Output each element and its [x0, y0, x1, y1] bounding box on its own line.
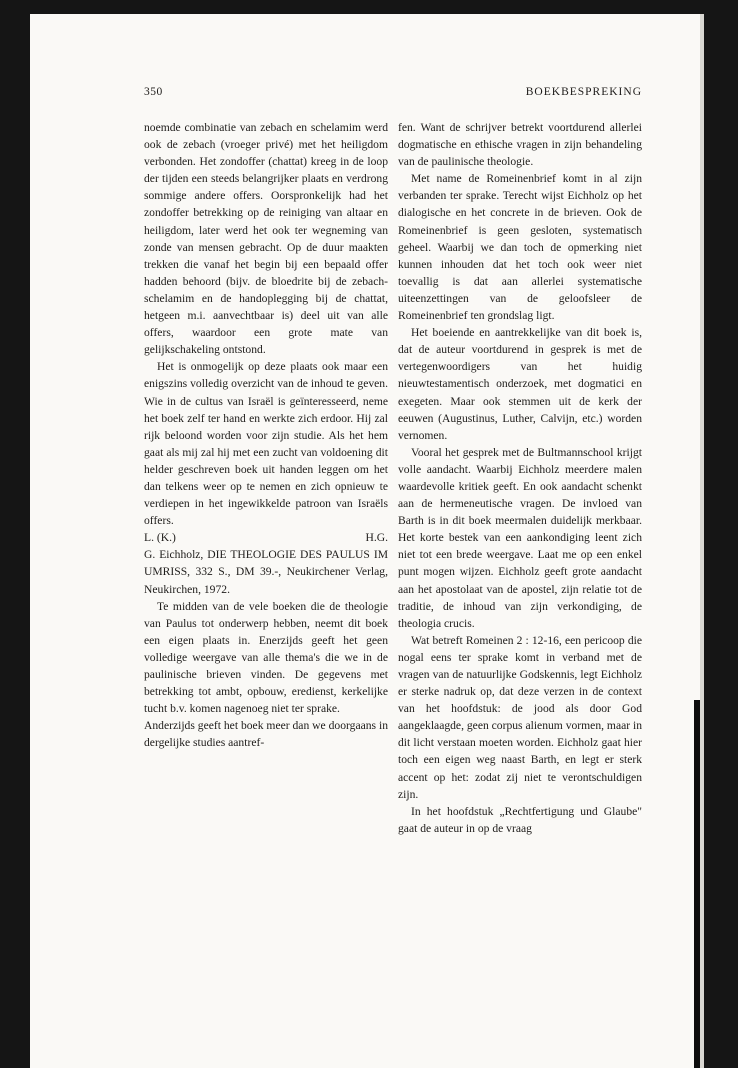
- signature-initials-right: H.G.: [365, 531, 388, 545]
- paragraph: noemde combinatie van zebach en schelamim werd ook de zebach (vroeger privé) met het heiligdom verbonden. Het zondoffer (chattat) kreeg in de loop der tijden een steeds belangrijker plaats en verdrong sommige andere offers. Oorspronkelijk had het zondoffer betrekking op de reiniging van altaar en heiligdom, later werd het ook ter wegneming van zonde van mensen gebracht. Op de duur maakten trekken die vanaf het begin bij een bepaald offer hadden behoord (bijv. de bloedrite bij de zebach-schelamim en de handoplegging bij de chattat, hetgeen m.i. aanvechtbaar is) deel uit van alle offers, waardoor een grote mate van gelijkschakeling ontstond.: [144, 121, 388, 357]
- review-signature: [144, 529, 388, 546]
- paragraph: fen. Want de schrijver betrekt voortdurend allerlei dogmatische en ethische vragen in zijn behandeling van de paulinische theologie.: [398, 121, 642, 169]
- right-column: [398, 119, 642, 837]
- left-column: [144, 119, 388, 751]
- paragraph: Te midden van de vele boeken die de theologie van Paulus tot onderwerp hebben, neemt dit boek een eigen plaats in. Enerzijds geeft het geen volledige weergave van alle thema's die we in de paulinische brieven vinden. De gegevens met betrekking tot ambt, opbouw, eredienst, kerkelijke tucht b.v. komen nagenoeg niet ter sprake.: [144, 599, 388, 716]
- scan-border-right: [704, 0, 738, 1068]
- paragraph: Vooral het gesprek met de Bultmannschool krijgt volle aandacht. Waarbij Eichholz meerdere malen waardevolle kritiek geeft. En ook aandacht schenkt aan de hermeneutische vragen. De invloed van Barth is in dit boek meermalen duidelijk merkbaar. Het korte bestek van een aankondiging leent zich niet tot een brede weergave. Laat me op een enkel punt mogen wijzen. Eichholz geeft grote aandacht aan het apostolaat van de apostel, zijn relatie tot de traditie, de inhoud van zijn verkondiging, de theologia crucis.: [398, 445, 642, 630]
- section-title: BOEKBESPREKING: [525, 86, 642, 98]
- paragraph: Anderzijds geeft het boek meer dan we doorgaans in dergelijke studies aantref-: [144, 719, 388, 750]
- scan-border-left: [0, 0, 30, 1068]
- paragraph: Het is onmogelijk op deze plaats ook maar een enigszins volledig overzicht van de inhoud te geven. Wie in de cultus van Israël is geïnteresseerd, neme het boek zelf ter hand en werkte zich erdoor. Hij zal rijk beloond worden voor zijn studie. Als het hem gaat als mij zal hij met een zucht van voldoening dit helder geschreven boek uit handen leggen om het dan telkens weer op te nemen en zich opnieuw te verdiepen in het ingewikkelde patroon van Israëls offers.: [144, 360, 388, 528]
- signature-initials-left: L. (K.): [144, 531, 176, 545]
- page-edge-shadow: [694, 700, 700, 1068]
- scan-border-top: [0, 0, 738, 14]
- paragraph: Met name de Romeinenbrief komt in al zijn verbanden ter sprake. Terecht wijst Eichholz op het dialogische en het concrete in de brieven. Ook de Romeinenbrief is geen gesloten, systematisch geheel. Waarbij we dan toch de opmerking niet kunnen inhouden dat het toch ook weer niet toevallig is dat aan allerlei systematische uiteenzettingen van de geloofsleer de Romeinenbrief ten grondslag ligt.: [398, 172, 642, 323]
- paragraph: Wat betreft Romeinen 2 : 12-16, een pericoop die nogal eens ter sprake komt in verband met de vragen van de natuurlijke Godskennis, legt Eichholz er sterke nadruk op, dat deze verzen in de context van het hoofdstuk: de jood als door God aangeklaagde, geen corpus alienum vormen, maar in dit licht verstaan moeten worden. Eichholz gaat hier toch een eigen weg naast Barth, en legt er sterk accent op het: zodat zij niet te verontschuldigen zijn.: [398, 633, 643, 801]
- running-head: [144, 86, 642, 102]
- paragraph: Het boeiende en aantrekkelijke van dit boek is, dat de auteur voortdurend in gesprek is met de vertegenwoordigers van het huidig nieuwtestamentisch onderzoek, met dogmatici en exegeten. Maar ook stemmen uit de kerk der eeuwen (Augustinus, Luther, Calvijn, etc.) worden vernomen.: [398, 326, 642, 442]
- page-number: 350: [144, 86, 163, 98]
- paragraph: In het hoofdstuk „Rechtfertigung und Glaube" gaat de auteur in op de vraag: [398, 804, 642, 835]
- book-heading: G. Eichholz, DIE THEOLOGIE DES PAULUS IM UMRISS, 332 S., DM 39.-, Neukirchener Verlag, Neukirchen, 1972.: [144, 548, 388, 596]
